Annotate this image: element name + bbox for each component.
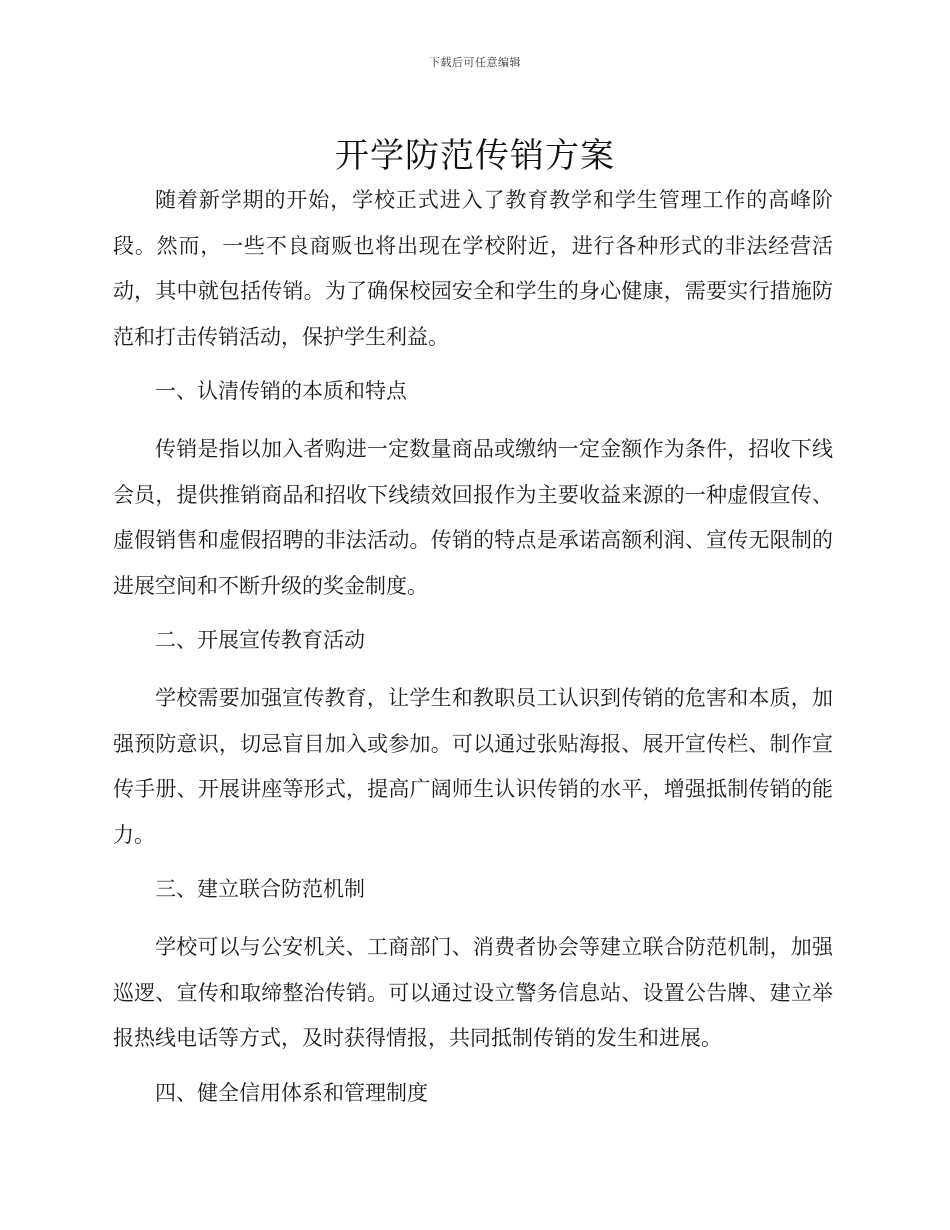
paragraph-section-1 <box>113 427 833 609</box>
paragraph-text: 随着新学期的开始，学校正式进入了教育教学和学生管理工作的高峰阶段。然而，一些不良商贩也将出现在学校附近，进行各种形式的非法经营活动，其中就包括传销。为了确保校园安全和学生的身心健康，需要实行措施防范和打击传销活动，保护学生利益。 <box>113 188 833 349</box>
paragraph-section-3 <box>113 925 833 1062</box>
heading-text: 四、健全信用体系和管理制度 <box>155 1081 428 1105</box>
heading-text: 三、建立联合防范机制 <box>155 877 365 901</box>
paragraph-text: 学校可以与公安机关、工商部门、消费者协会等建立联合防范机制，加强巡逻、宣传和取缔整治传销。可以通过设立警务信息站、设置公告牌、建立举报热线电话等方式，及时获得情报，共同抵制传销的发生和进展。 <box>113 935 833 1050</box>
paragraph-intro <box>113 178 833 360</box>
paragraph-text: 学校需要加强宣传教育，让学生和教职员工认识到传销的危害和本质，加强预防意识，切忌盲目加入或参加。可以通过张贴海报、展开宣传栏、制作宣传手册、开展讲座等形式，提高广阔师生认识传销的水平，增强抵制传销的能力。 <box>113 686 833 847</box>
page-header: 下载后可任意编辑 <box>429 56 521 69</box>
section-heading-2 <box>113 618 833 664</box>
section-heading-4 <box>113 1071 833 1117</box>
heading-text: 一、认清传销的本质和特点 <box>155 379 407 403</box>
paragraph-text: 传销是指以加入者购进一定数量商品或缴纳一定金额作为条件，招收下线会员，提供推销商品和招收下线绩效回报作为主要收益来源的一种虚假宣传、虚假销售和虚假招聘的非法活动。传销的特点是承诺高额利润、宣传无限制的进展空间和不断升级的奖金制度。 <box>113 437 833 598</box>
section-heading-1 <box>113 369 833 415</box>
document-title: 开学防范传销方案 <box>335 136 615 176</box>
paragraph-section-2 <box>113 676 833 858</box>
heading-text: 二、开展宣传教育活动 <box>155 628 365 652</box>
section-heading-3 <box>113 867 833 913</box>
